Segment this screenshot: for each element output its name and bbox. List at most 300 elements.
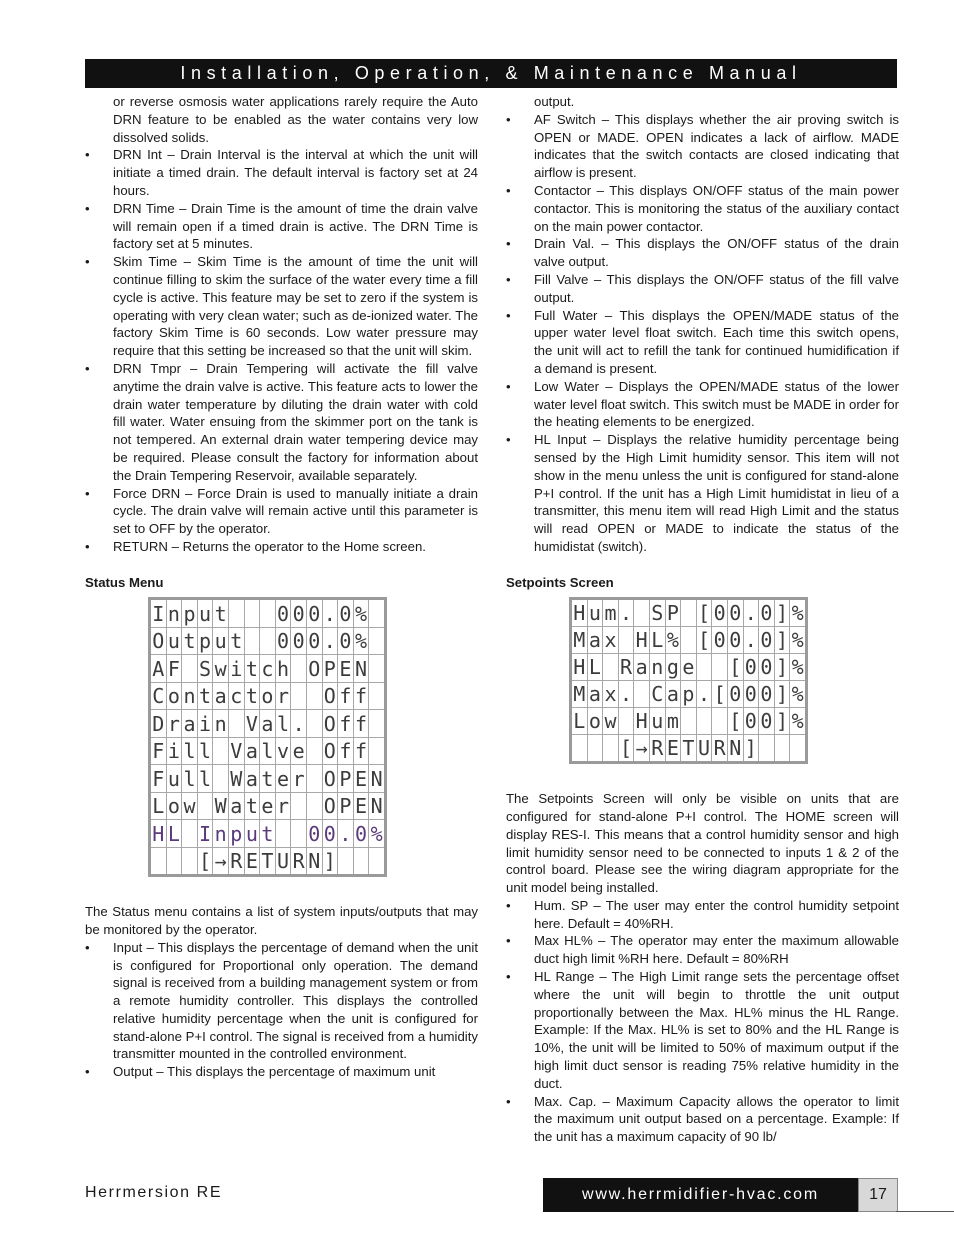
lcd-cell (244, 599, 260, 628)
lcd-cell (213, 737, 229, 765)
bullet-text: Output – This displays the percentage of maximum unit (113, 1064, 436, 1080)
lcd-cell: p (199, 629, 212, 654)
lcd-cell: ] (775, 628, 789, 653)
lcd-cell: . (744, 628, 757, 653)
lcd-cell: O (308, 656, 321, 681)
lcd-cell: % (790, 599, 807, 627)
lcd-cell: n (651, 655, 664, 680)
lcd-cell: U (275, 847, 291, 876)
lcd-cell: 0 (291, 599, 307, 628)
lcd-cell: % (790, 708, 807, 735)
lcd-row (571, 627, 807, 654)
lcd-cell: a (183, 711, 196, 736)
lcd-cell: E (665, 735, 681, 763)
lcd-cell: P (339, 766, 352, 791)
lcd-cell: P (665, 599, 681, 627)
footer-divider (896, 1211, 954, 1212)
lcd-cell (306, 682, 322, 710)
lcd-cell: p (230, 821, 243, 846)
lcd-cell: I (199, 821, 212, 846)
bullet-item (506, 431, 899, 556)
lcd-cell (166, 847, 182, 876)
intro-continuation: or reverse osmosis water applications rarely require the Auto DRN feature to be enabled as the water contains very low dissolved solids. (113, 94, 478, 145)
lcd-cell: H (571, 599, 588, 627)
lcd-cell: t (213, 599, 229, 628)
lcd-row (150, 820, 386, 848)
right-bullets-bottom (506, 897, 899, 1146)
bullet-item (506, 378, 899, 431)
lcd-cell: → (634, 735, 650, 763)
lcd-cell (306, 765, 322, 793)
bullet-dot-icon: • (506, 271, 511, 287)
lcd-cell: W (214, 794, 227, 819)
lcd-cell: 0 (277, 629, 290, 654)
lcd-cell: . (323, 629, 336, 654)
lcd-cell: [ (618, 735, 634, 763)
lcd-cell: a (230, 794, 243, 819)
lcd-cell: n (166, 599, 182, 628)
bullet-dot-icon: • (506, 307, 511, 323)
lcd-cell: C (150, 682, 167, 710)
lcd-cell: l (261, 739, 274, 764)
lcd-cell: A (150, 655, 167, 683)
lcd-cell: % (790, 627, 807, 654)
lcd-cell: e (292, 739, 305, 764)
bullet-item (506, 897, 899, 933)
lcd-row (150, 682, 386, 710)
bullet-text: Hum. SP – The user may enter the control humidity setpoint here. Default = 40%RH. (534, 897, 899, 931)
lcd-cell: t (245, 656, 258, 681)
lcd-cell: 0 (759, 599, 775, 627)
lcd-cell: 0 (760, 682, 773, 707)
lcd-cell: ] (775, 682, 789, 707)
bullet-text: HL Input – Displays the relative humidity percentage being sensed by the High Limit humidity sensor. This item will not show in the menu unless the unit is configured for stand-alone P+I control. If the unit has a High Limit humidistat in lieu of a transmitter, this menu item will read High Limit and the status will read OPEN or MADE to indicate the status of the humidistat (switch). (534, 432, 899, 554)
lcd-cell: 0 (727, 599, 743, 627)
lcd-cell (306, 792, 322, 820)
lcd-cell: c (230, 684, 243, 709)
lcd-cell (306, 737, 322, 765)
lcd-cell: o (261, 684, 274, 709)
lcd-cell (306, 710, 322, 738)
lcd-cell: 0 (354, 821, 368, 846)
lcd-cell: O (323, 711, 336, 736)
lcd-cell (774, 735, 790, 763)
lcd-cell: t (261, 821, 274, 846)
lcd-cell: S (199, 656, 212, 681)
bullet-dot-icon: • (85, 1064, 90, 1080)
bullet-item (85, 360, 478, 485)
bullet-dot-icon: • (85, 147, 90, 163)
lcd-cell: i (230, 656, 243, 681)
lcd-cell (291, 655, 307, 683)
bullet-text: DRN Tmpr – Drain Tempering will activate the fill valve anytime the drain valve is active. This feature acts to lower the drain water temperature by diluting the drain water with cold fill water. Water ensuing from the skimmer port on the tank is not tempered. An external drain water tempering device may be required. Please consult the factory for information about the Drain Tempering Reservoir, available separately. (113, 360, 478, 483)
lcd-cell: . (292, 711, 305, 736)
bullet-item (85, 200, 478, 253)
bullet-item (506, 111, 899, 182)
left-bullets-top (85, 146, 478, 555)
bullet-item (506, 307, 899, 378)
lcd-cell (759, 735, 775, 763)
lcd-cell: w (183, 794, 196, 819)
lcd-cell: u (167, 629, 180, 654)
setpoints-screen-heading: Setpoints Screen (506, 574, 614, 590)
lcd-cell: t (261, 766, 274, 791)
lcd-cell (618, 708, 634, 735)
lcd-cell: p (682, 682, 695, 707)
lcd-cell: O (323, 739, 336, 764)
lcd-row (150, 710, 386, 738)
lcd-cell: v (277, 739, 290, 764)
lcd-cell: N (306, 847, 322, 876)
lcd-row (150, 765, 386, 793)
lcd-cell: [ (729, 709, 742, 734)
lcd-cell: i (167, 739, 180, 764)
lcd-cell (696, 708, 712, 735)
bullet-text: HL Range – The High Limit range sets the percentage offset where the unit will begin to throttle the unit output proportionally between the Max. HL% minus the HL Range. Example: If the Max. HL% is set to 80% and the HL Range is 10%, the unit will be limited to 50% of maximum output if the high limit duct sensor is reading 75% relative humidity in the duct. (534, 969, 899, 1091)
lcd-cell (587, 735, 603, 763)
status-menu-paragraph: The Status menu contains a list of system inputs/outputs that may be monitored by the operator. (85, 904, 478, 937)
lcd-cell: e (277, 766, 290, 791)
lcd-cell: H (150, 820, 167, 848)
right-bullets-top (506, 111, 899, 556)
lcd-cell (291, 820, 307, 848)
bullet-text: RETURN – Returns the operator to the Home screen. (113, 538, 426, 554)
bullet-item (85, 939, 478, 1064)
lcd-cell (618, 627, 634, 654)
lcd-cell: o (167, 684, 180, 709)
lcd-cell: . (620, 682, 633, 707)
lcd-cell: % (666, 628, 679, 653)
lcd-cell: l (277, 711, 290, 736)
bullet-item (85, 538, 478, 556)
lcd-cell: . (322, 599, 338, 628)
lcd-cell: x (604, 628, 617, 653)
lcd-cell: N (369, 792, 386, 820)
lcd-cell: x (604, 682, 617, 707)
lcd-cell: . (618, 599, 634, 627)
lcd-cell: [ (713, 682, 726, 707)
lcd-cell: m (666, 709, 679, 734)
lcd-cell: w (214, 656, 227, 681)
lcd-cell: I (150, 599, 167, 628)
right-continuation: output. (534, 94, 575, 109)
bullet-item (85, 146, 478, 199)
lcd-cell: r (277, 794, 290, 819)
lcd-cell: W (230, 766, 243, 791)
lcd-cell: . (339, 821, 352, 846)
lcd-cell: U (696, 735, 712, 763)
lcd-cell: u (245, 821, 258, 846)
lcd-cell (634, 599, 650, 627)
lcd-cell: ] (322, 847, 338, 876)
bullet-text: DRN Time – Drain Time is the amount of time the drain valve will remain open if a timed drain is active. The DRN Time is factory set at 5 minutes. (113, 200, 478, 252)
lcd-row (571, 708, 807, 735)
bullet-dot-icon: • (85, 254, 90, 270)
lcd-cell: 0 (744, 682, 757, 707)
lcd-cell: % (790, 654, 807, 681)
bullet-dot-icon: • (506, 182, 511, 198)
lcd-cell: f (354, 711, 368, 736)
lcd-cell: e (261, 794, 274, 819)
lcd-cell (197, 792, 213, 820)
lcd-cell: L (167, 821, 180, 846)
lcd-cell: 0 (744, 709, 757, 734)
lcd-row (150, 737, 386, 765)
lcd-cell: u (651, 709, 664, 734)
lcd-cell: H (635, 709, 648, 734)
lcd-cell: . (698, 682, 711, 707)
lcd-cell (275, 820, 291, 848)
bullet-text: Skim Time – Skim Time is the amount of time the unit will continue filling to skim the surface of the water every time a fill cycle is active. This feature may be set to zero if the system is operating with very clean water; such as de-ionized water. The factory Skim Time is 60 seconds. Low water pressure may require that this setting be increased so that the unit will skim. (113, 254, 478, 359)
bullet-dot-icon: • (506, 111, 511, 127)
lcd-cell (369, 737, 386, 765)
lcd-cell: 0 (760, 709, 773, 734)
lcd-cell: T (260, 847, 276, 876)
lcd-cell (369, 655, 386, 683)
lcd-row (150, 655, 386, 683)
lcd-cell: 0 (713, 628, 726, 653)
lcd-cell: ] (775, 709, 789, 734)
lcd-cell: i (199, 711, 212, 736)
lcd-cell: R (291, 847, 307, 876)
lcd-cell: [ (197, 847, 213, 876)
lcd-cell: a (588, 628, 601, 653)
lcd-cell: f (354, 684, 368, 709)
lcd-cell: p (182, 599, 198, 628)
lcd-cell (696, 654, 712, 681)
lcd-row (571, 654, 807, 681)
lcd-cell: P (323, 656, 336, 681)
lcd-cell: 0 (323, 821, 336, 846)
lcd-cell: E (339, 656, 352, 681)
lcd-cell (634, 681, 650, 708)
lcd-cell: o (167, 794, 180, 819)
lcd-cell: N (727, 735, 743, 763)
setpoints-paragraph: The Setpoints Screen will only be visible on units that are configured for stand-alone P+I control. The HOME screen will display RES-I. This means that a control humidity sensor and high limit humidity sensor need to be connected to inputs 1 & 2 of the control board. Please see the wiring diagram appropriate for the unit model being installed. (506, 791, 899, 896)
bullet-text: Drain Val. – This displays the ON/OFF status of the drain valve output. (534, 236, 899, 270)
status-menu-heading: Status Menu (85, 574, 164, 590)
bullet-item (506, 932, 899, 968)
lcd-cell: R (712, 735, 728, 763)
lcd-cell: R (620, 655, 633, 680)
bullet-text: Max HL% – The operator may enter the maximum allowable duct high limit %RH here. Default = 80%RH (534, 933, 899, 967)
bullet-text: Low Water – Displays the OPEN/MADE status of the lower water level float switch. This switch must be MADE in order for the heating elements to be energized. (534, 378, 899, 430)
page-number: 17 (858, 1178, 898, 1212)
lcd-cell (369, 599, 386, 628)
left-column (85, 93, 478, 1081)
bullet-dot-icon: • (85, 200, 90, 216)
lcd-cell: a (635, 655, 648, 680)
lcd-cell: L (588, 655, 601, 680)
lcd-cell: 0 (729, 628, 742, 653)
bullet-item (506, 182, 899, 235)
lcd-cell: 0 (744, 655, 757, 680)
lcd-cell (681, 708, 697, 735)
lcd-cell (681, 599, 697, 627)
bullet-item (85, 1063, 478, 1081)
lcd-cell: F (150, 765, 167, 793)
lcd-cell: % (353, 599, 369, 628)
bullet-dot-icon: • (85, 939, 90, 955)
lcd-cell (790, 735, 807, 763)
lcd-cell (712, 708, 728, 735)
lcd-cell: [ (729, 655, 742, 680)
lcd-cell: 0 (729, 682, 742, 707)
bullet-dot-icon: • (506, 236, 511, 252)
lcd-cell: ] (774, 599, 790, 627)
lcd-cell: l (199, 766, 212, 791)
lcd-cell: O (323, 766, 336, 791)
lcd-cell (228, 599, 244, 628)
lcd-cell (182, 847, 198, 876)
lcd-cell: h (277, 656, 290, 681)
lcd-cell: M (571, 681, 588, 708)
lcd-cell (150, 847, 167, 876)
lcd-cell: O (323, 794, 336, 819)
footer-website-link[interactable]: www.herrmidifier-hvac.com (543, 1178, 858, 1212)
lcd-cell: t (230, 629, 243, 654)
lcd-cell: 0 (308, 821, 321, 846)
lcd-cell: 0 (306, 599, 322, 628)
lcd-cell (571, 735, 588, 763)
bullet-text: Input – This displays the percentage of demand when the unit is configured for Proportional only operation. The demand signal is received from a building management system or from a remote humidity controller. This displays the controlled relative humidity percentage when the unit is configured for stand-alone P+I control. The signal is received from a humidity transmitter mounted in the controlled environment. (113, 939, 478, 1062)
lcd-cell: a (666, 682, 679, 707)
lcd-cell: l (183, 739, 196, 764)
lcd-cell (213, 765, 229, 793)
lcd-cell: f (339, 711, 352, 736)
lcd-cell (369, 682, 386, 710)
lcd-cell: u (197, 599, 213, 628)
lcd-cell: t (183, 629, 196, 654)
bullet-text: Max. Cap. – Maximum Capacity allows the operator to limit the maximum unit output based on a percentage. Example: If the unit has a maximum capacity of 90 lb/ (534, 1093, 899, 1145)
lcd-cell: 0 (275, 599, 291, 628)
lcd-cell: u (167, 766, 180, 791)
lcd-cell (228, 710, 244, 738)
lcd-cell: a (245, 766, 258, 791)
lcd-cell: T (681, 735, 697, 763)
left-bullets-bottom (85, 939, 478, 1081)
bullet-item (506, 271, 899, 307)
lcd-cell: E (244, 847, 260, 876)
lcd-cell: t (199, 684, 212, 709)
bullet-text: AF Switch – This displays whether the air proving switch is OPEN or MADE. OPEN indicates a lack of airflow. MADE indicates that the switch contacts are closed indicating that airflow is present. (534, 111, 899, 181)
bullet-text: Fill Valve – This displays the ON/OFF status of the fill valve output. (534, 271, 899, 305)
lcd-cell: L (150, 792, 167, 820)
lcd-cell: a (214, 684, 227, 709)
lcd-cell: E (354, 794, 368, 819)
lcd-cell (338, 847, 354, 876)
lcd-cell: a (245, 739, 258, 764)
lcd-cell: o (588, 709, 601, 734)
lcd-cell: R (228, 847, 244, 876)
bullet-dot-icon: • (506, 1093, 511, 1109)
lcd-cell (353, 847, 369, 876)
lcd-cell: P (339, 794, 352, 819)
lcd-cell: r (277, 684, 290, 709)
lcd-cell: f (339, 684, 352, 709)
lcd-cell: [ (698, 628, 711, 653)
setpoints-screen-lcd (569, 597, 808, 764)
bullet-item (506, 235, 899, 271)
lcd-cell: f (339, 739, 352, 764)
lcd-row (150, 627, 386, 655)
lcd-cell: n (214, 821, 227, 846)
lcd-cell: F (167, 656, 180, 681)
lcd-cell: n (183, 684, 196, 709)
bullet-dot-icon: • (85, 485, 90, 501)
bullet-dot-icon: • (85, 360, 90, 376)
bullet-text: Contactor – This displays ON/OFF status of the main power contactor. This is monitoring the status of the auxiliary contact on the main power contactor. (534, 182, 899, 234)
lcd-cell: F (150, 737, 167, 765)
lcd-cell (603, 735, 619, 763)
lcd-cell: 0 (339, 629, 352, 654)
lcd-cell: u (214, 629, 227, 654)
bullet-dot-icon: • (506, 378, 511, 394)
lcd-cell: O (150, 627, 167, 655)
lcd-cell: N (354, 656, 368, 681)
status-menu-lcd (148, 597, 387, 877)
lcd-cell (369, 847, 386, 876)
lcd-cell: r (167, 711, 180, 736)
bullet-text: DRN Int – Drain Interval is the interval at which the unit will initiate a timed drain. The default interval is factory set at 24 hours. (113, 147, 478, 198)
lcd-cell: → (213, 847, 229, 876)
lcd-cell: H (571, 654, 588, 681)
lcd-cell (244, 627, 260, 655)
lcd-cell: S (649, 599, 665, 627)
bullet-dot-icon: • (506, 897, 511, 913)
lcd-cell: t (245, 684, 258, 709)
lcd-cell: R (649, 735, 665, 763)
lcd-cell (291, 682, 307, 710)
lcd-cell: m (603, 599, 619, 627)
lcd-cell (712, 654, 728, 681)
bullet-text: Full Water – This displays the OPEN/MADE status of the upper water level float switch. Each time this switch opens, the unit will act to refill the tank for continued humidification if a demand is present. (534, 307, 899, 376)
lcd-cell: 0 (338, 599, 354, 628)
bullet-item (85, 485, 478, 538)
lcd-cell: [ (696, 599, 712, 627)
lcd-cell: c (261, 656, 274, 681)
lcd-cell: e (682, 655, 695, 680)
lcd-cell: t (245, 794, 258, 819)
lcd-cell: l (183, 766, 196, 791)
lcd-cell: % (790, 681, 807, 708)
lcd-row (150, 599, 386, 628)
lcd-cell: D (150, 710, 167, 738)
lcd-cell: n (214, 711, 227, 736)
lcd-row (571, 599, 807, 627)
lcd-cell: 0 (760, 628, 773, 653)
bullet-dot-icon: • (506, 933, 511, 949)
lcd-cell (182, 820, 198, 848)
lcd-cell: V (230, 739, 243, 764)
lcd-cell: % (354, 629, 368, 654)
lcd-cell: l (199, 739, 212, 764)
manual-header: Installation, Operation, & Maintenance Manual (85, 59, 897, 88)
lcd-cell: 0 (712, 599, 728, 627)
bullet-item (506, 968, 899, 1093)
lcd-cell: H (635, 628, 648, 653)
bullet-item (85, 253, 478, 360)
lcd-cell: ] (775, 655, 789, 680)
lcd-cell: . (743, 599, 759, 627)
lcd-cell: 0 (760, 655, 773, 680)
lcd-cell: 0 (308, 629, 321, 654)
lcd-cell: V (245, 711, 258, 736)
lcd-cell: O (323, 684, 336, 709)
lcd-cell: N (369, 765, 386, 793)
bullet-item (506, 1093, 899, 1146)
lcd-cell: % (369, 820, 386, 848)
